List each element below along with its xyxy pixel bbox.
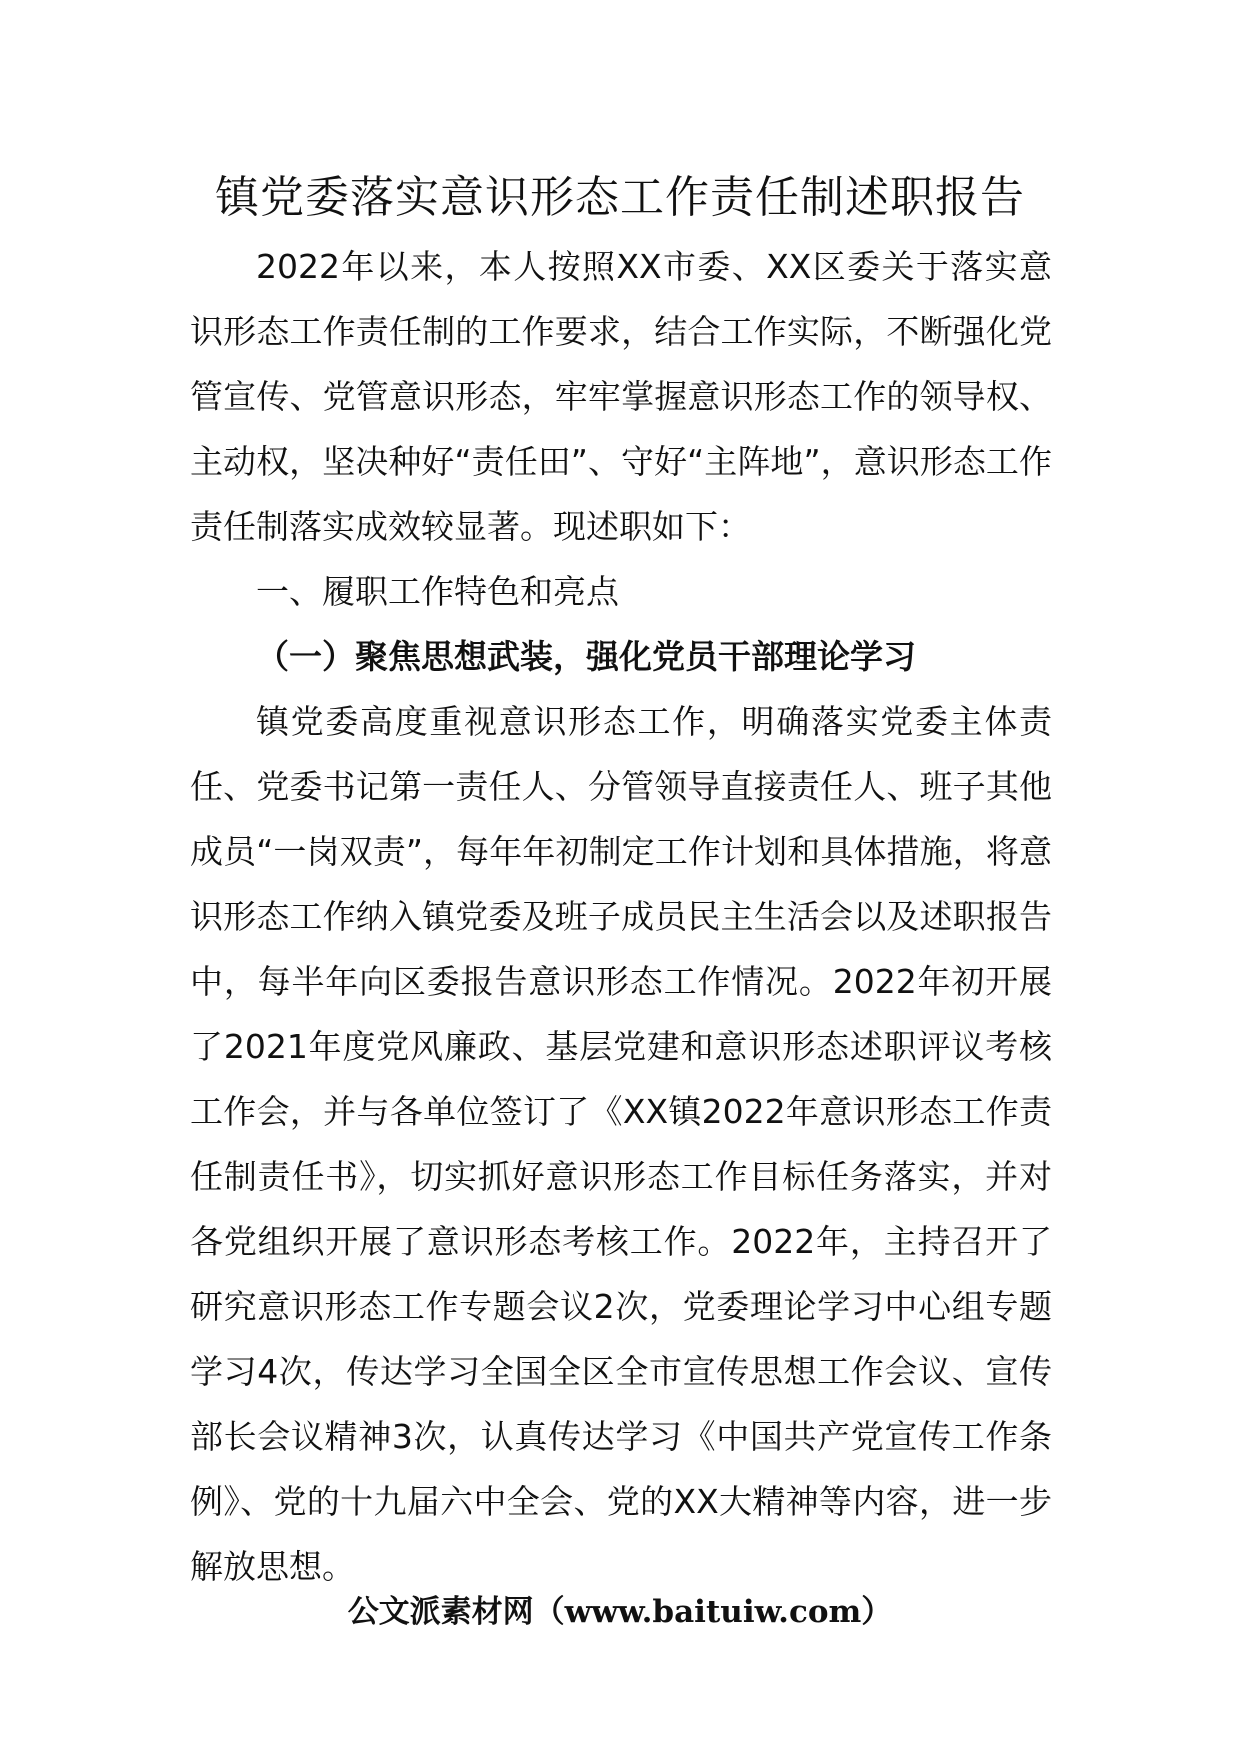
intro-paragraph: 2022年以来，本人按照XX市委、XX区委关于落实意识形态工作责任制的工作要求，结合工作实际，不断强化党管宣传、党管意识形态，牢牢掌握意识形态工作的领导权、主动权，坚决种好“责任田”、守好“主阵地”，意识形态工作责任制落实成效较显著。现述职如下： [190,247,1052,546]
footer-watermark: 公文派素材网（www.baituiw.com） [347,1594,893,1630]
section-heading: 一、履职工作特色和亮点 [256,572,619,611]
document-title: 镇党委落实意识形态工作责任制述职报告 [215,172,1025,223]
subsection-paragraph: 镇党委高度重视意识形态工作，明确落实党委主体责任、党委书记第一责任人、分管领导直接责任人、班子其他成员“一岗双责”，每年年初制定工作计划和具体措施，将意识形态工作纳入镇党委及班子成员民主生活会以及述职报告中，每半年向区委报告意识形态工作情况。2022年初开展了2021年度党风廉政、基层党建和意识形态述职评议考核工作会，并与各单位签订了《XX镇2022年意识形态工作责任制责任书》，切实抓好意识形态工作目标任务落实，并对各党组织开展了意识形态考核工作。2022年，主持召开了研究意识形态工作专题会议2次，党委理论学习中心组专题学习4次，传达学习全国全区全市宣传思想工作会议、宣传部长会议精神3次，认真传达学习《中国共产党宣传工作条例》、党的十九届六中全会、党的XX大精神等内容，进一步解放思想。 [190,702,1052,1586]
subsection-heading: （一）聚焦思想武装，强化党员干部理论学习 [256,637,916,676]
document-body [190,234,1052,1599]
